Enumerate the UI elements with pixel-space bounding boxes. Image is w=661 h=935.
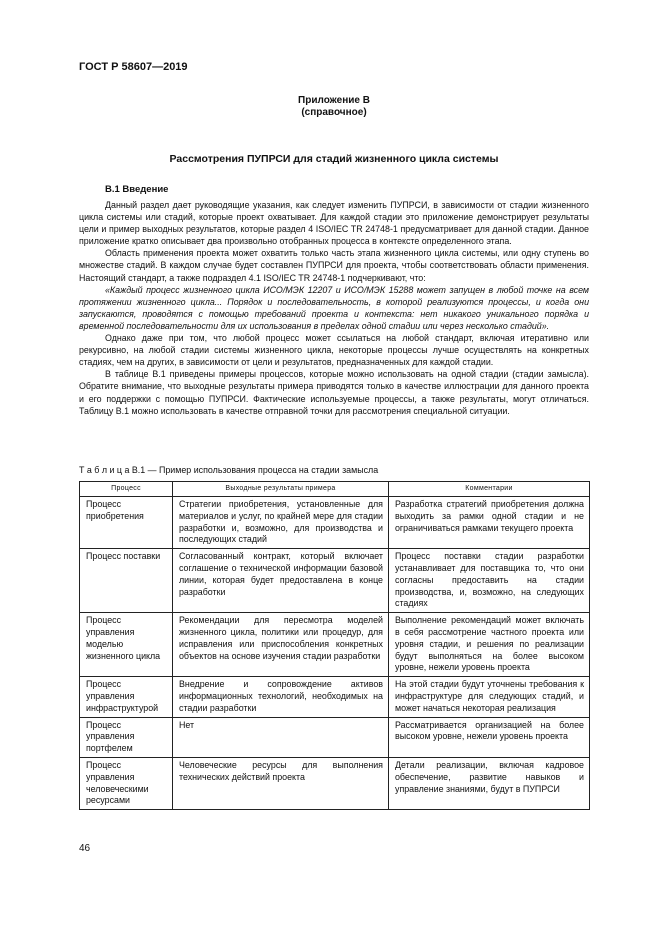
header-process: Процесс [80, 482, 173, 497]
cell-process: Процесс управления моделью жизненного цикла [80, 613, 173, 677]
page-number: 46 [79, 843, 91, 854]
table-row [80, 717, 590, 757]
annex-name: Приложение В [298, 95, 370, 106]
cell-process: Процесс управления инфраструктурой [80, 677, 173, 717]
table-caption: Т а б л и ц а В.1 — Пример использования процесса на стадии замысла [79, 465, 379, 475]
cell-outputs: Рекомендации для пересмотра моделей жизненного цикла, политики или процедур, для исправления или приспособления конкретных объектов на основе изучения стадии разработки [173, 613, 389, 677]
table-header-row [80, 482, 590, 497]
cell-comments: Детали реализации, включая кадровое обеспечение, развитие навыков и управление знаниями, будут в ПУПРСИ [389, 757, 590, 809]
cell-process: Процесс управления человеческими ресурсами [80, 757, 173, 809]
cell-process: Процесс управления портфелем [80, 717, 173, 757]
cell-outputs: Человеческие ресурсы для выполнения технических действий проекта [173, 757, 389, 809]
cell-comments: Рассматривается организацией на более высоком уровне, нежели уровень проекта [389, 717, 590, 757]
table-row [80, 497, 590, 549]
table-row [80, 677, 590, 717]
paragraph: Область применения проекта может охватить только часть этапа жизненного цикла системы, или одну ступень во множестве стадий. В каждом случае будет составлен ПУПРСИ для проекта, чтобы соответствовать области применения. Настоящий стандарт, а также подраздел 4.1 ISO/IEC TR 24748-1 подчеркивают, что: [79, 248, 589, 283]
table-row [80, 757, 590, 809]
annex-heading [79, 95, 589, 119]
section-title: В.1 Введение [105, 184, 169, 195]
cell-process: Процесс поставки [80, 549, 173, 613]
cell-comments: Процесс поставки стадии разработки устанавливает для поставщика то, что они согласны предоставить на стадии производства, и, возможно, на следующих стадиях [389, 549, 590, 613]
paragraph: Данный раздел дает руководящие указания, как следует изменить ПУПРСИ, в зависимости от стадии жизненного цикла системы или стадий, которые проект охватывает. Для каждой стадии это приложение демонстрирует результаты цели и пример выходных результатов, которые раздел 4 ISO/IEC TR 24748-1 предусматривает для данной стадии. Данное приложение кратко описывает два произвольно отобранных процесса в контексте определенного этапа. [79, 200, 589, 247]
quote-paragraph: «Каждый процесс жизненного цикла ИСО/МЭК 12207 и ИСО/МЭК 15288 может запущен в любой точке на всем протяжении жизненного цикла... Порядок и последовательность, в которой реализуются процессы, и когда они запускаются, проводятся с помощью требований проекта и контекста: нет никакого уникального порядка и временной последовательности для их использования в пределах одной стадии или через несколько стадий». [79, 284, 589, 331]
cell-outputs: Стратегии приобретения, установленные для материалов и услуг, по крайней мере для стадии разработки и, возможно, для производства и последующих стадий [173, 497, 389, 549]
standard-code: ГОСТ Р 58607—2019 [79, 61, 188, 73]
cell-outputs: Согласованный контракт, который включает соглашение о технической информации базовой линии, которая будет предоставлена в конце разработки [173, 549, 389, 613]
process-table [79, 481, 590, 810]
paragraph: Однако даже при том, что любой процесс может ссылаться на любой стандарт, включая итеративно или рекурсивно, на любой стадии системы жизненного цикла, некоторые процессы лучше осуществлять на конкретных стадиях, чем на других, в зависимости от цели и результатов, предназначенных для каждой стадии. [79, 333, 589, 368]
paragraph: В таблице В.1 приведены примеры процессов, которые можно использовать на одной стадии (стадии замысла). Обратите внимание, что выходные результаты примера приводятся только в качестве иллюстрации для данного проекта и его поддержки с помощью ПУПРСИ. Фактические используемые процессы, а также результаты, могут отличаться. Таблицу В.1 можно использовать в качестве отправной точки для рассмотрения специальной ситуации. [79, 369, 589, 416]
annex-title: Рассмотрения ПУПРСИ для стадий жизненного цикла системы [169, 153, 499, 165]
table-row [80, 613, 590, 677]
header-outputs: Выходные результаты примера [173, 482, 389, 497]
table-row [80, 549, 590, 613]
annex-kind: (справочное) [301, 107, 367, 118]
section-body [79, 199, 589, 417]
cell-outputs: Нет [173, 717, 389, 757]
cell-comments: Разработка стратегий приобретения должна выходить за рамки одной стадии и не ограничиваться рамками текущего проекта [389, 497, 590, 549]
cell-process: Процесс приобретения [80, 497, 173, 549]
cell-outputs: Внедрение и сопровождение активов информационных технологий, необходимых на стадии разработки [173, 677, 389, 717]
cell-comments: На этой стадии будут уточнены требования к инфраструктуре для следующих стадий, и может начаться некоторая реализация [389, 677, 590, 717]
header-comments: Комментарии [389, 482, 590, 497]
cell-comments: Выполнение рекомендаций может включать в себя рассмотрение частного проекта или уровня стадии, и решения по реализации будут выполняться на более высоком уровне, нежели уровень проекта [389, 613, 590, 677]
